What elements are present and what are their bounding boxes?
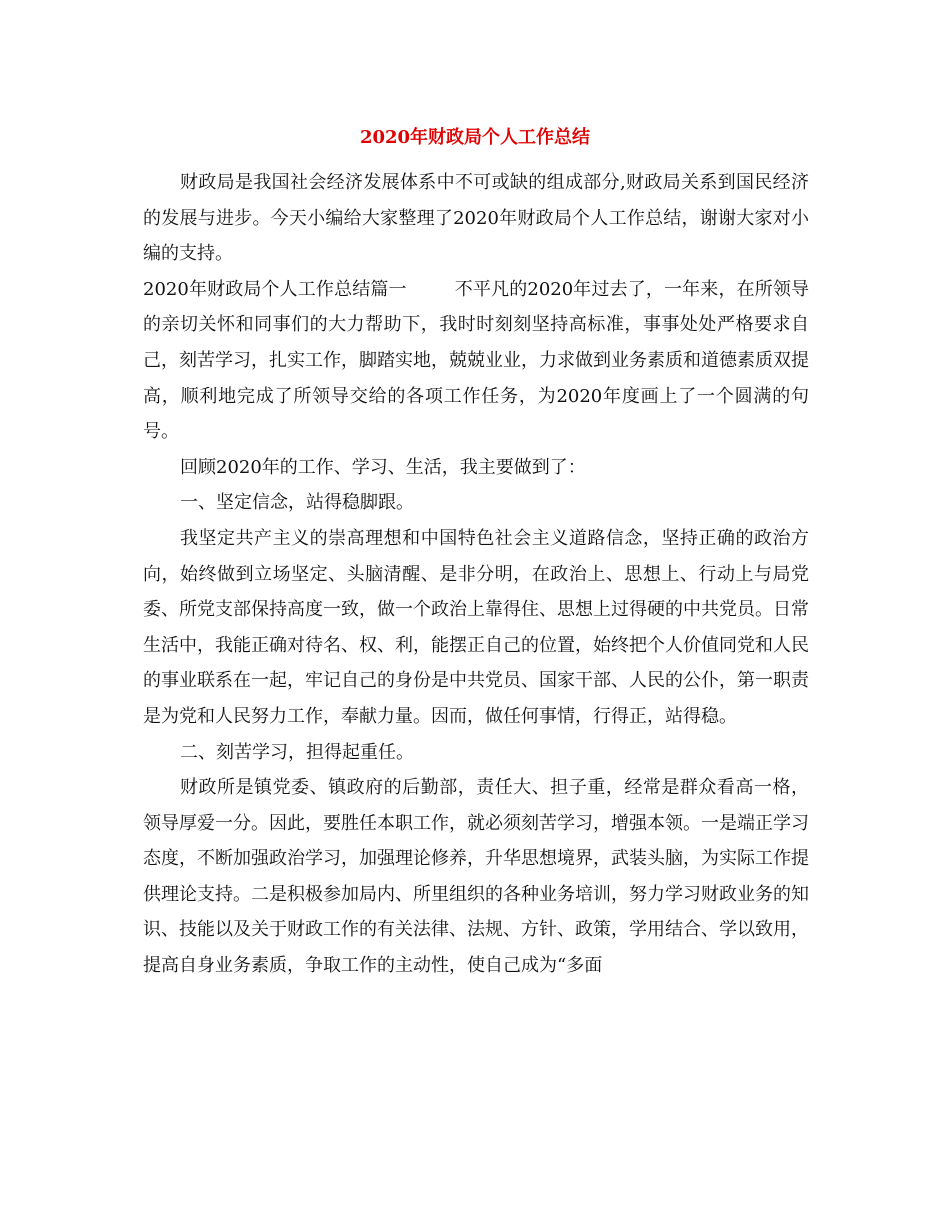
- intro-paragraph: 财政局是我国社会经济发展体系中不可或缺的组成部分,财政局关系到国民经济的发展与进步。今天小编给大家整理了2020年财政局个人工作总结，谢谢大家对小编的支持。: [143, 172, 809, 265]
- subheading-paragraph: 一、坚定信念，站得稳脚跟。: [180, 492, 414, 514]
- section-heading: 2020年财政局个人工作总结篇一: [143, 278, 407, 300]
- subheading-paragraph: 二、刻苦学习，担得起重任。: [180, 741, 414, 763]
- body-paragraph: 财政所是镇党委、镇政府的后勤部，责任大、担子重，经常是群众看高一格，领导厚爱一分。因此，要胜任本职工作，就必须刻苦学习，增强本领。一是端正学习态度，不断加强政治学习，加强理论修养，升华思想境界，武装头脑，为实际工作提供理论支持。二是积极参加局内、所里组织的各种业务培训，努力学习财政业务的知识、技能以及关于财政工作的有关法律、法规、方针、政策，学用结合、学以致用，提高自身业务素质，争取工作的主动性，使自己成为“多面: [143, 777, 809, 977]
- body-paragraph: 回顾2020年的工作、学习、生活，我主要做到了：: [180, 456, 586, 478]
- body-paragraph: 我坚定共产主义的崇高理想和中国特色社会主义道路信念，坚持正确的政治方向，始终做到立场坚定、头脑清醒、是非分明，在政治上、思想上、行动上与局党委、所党支部保持高度一致，做一个政治上靠得住、思想上过得硬的中共党员。日常生活中，我能正确对待名、权、利，能摆正自己的位置，始终把个人价值同党和人民的事业联系在一起，牢记自己的身份是中共党员、国家干部、人民的公仆，第一职责是为党和人民努力工作，奉献力量。因而，做任何事情，行得正，站得稳。: [143, 527, 809, 727]
- section-first-text: 不平凡的2020年过去了，一年来，在所领导的亲切关怀和同事们的大力帮助下，我时时刻刻坚持高标准，事事处处严格要求自己，刻苦学习，扎实工作，脚踏实地，兢兢业业，力求做到业务素质和道德素质双提高，顺利地完成了所领导交给的各项工作任务，为2020年度画上了一个圆满的句号。: [143, 278, 810, 443]
- document-body: [143, 165, 809, 984]
- document-title: 2020年财政局个人工作总结: [359, 127, 591, 148]
- section-first-paragraph: [143, 272, 809, 450]
